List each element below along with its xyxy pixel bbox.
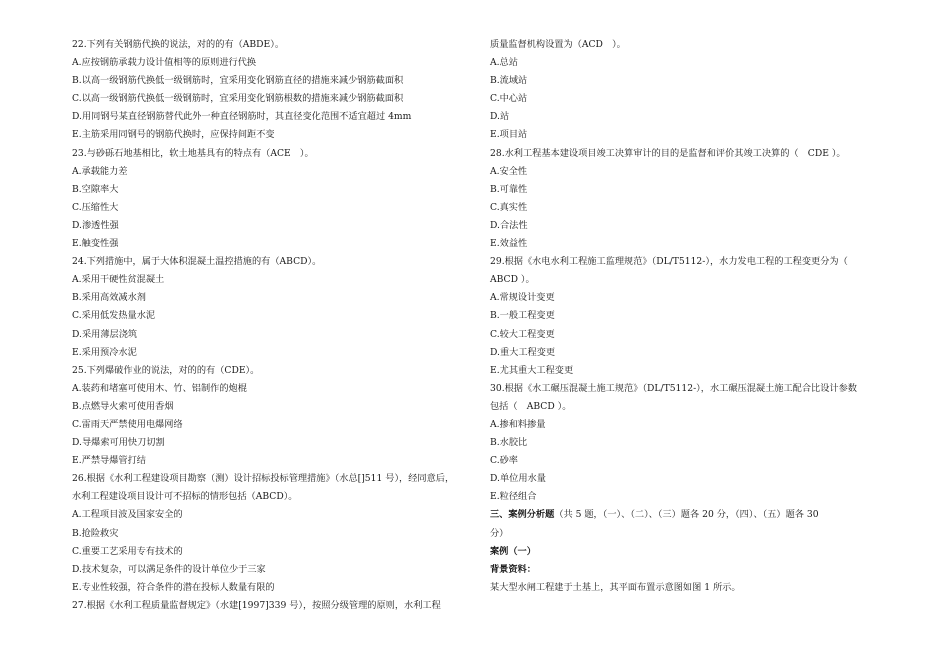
left-column-line: D.用同钢号某直径钢筋替代此外一种直径钢筋时，其直径变化范围不适宜超过 4mm <box>72 111 412 123</box>
left-column-line: C.重要工艺采用专有技术的 <box>72 545 183 557</box>
left-column-line: E.专业性较强，符合条件的潜在投标人数量有限的 <box>72 581 275 593</box>
left-column-line: C.雷雨天严禁使用电爆网络 <box>72 418 183 430</box>
section-heading-detail-cont: 分） <box>490 527 509 539</box>
left-column-line: A.工程项目波及国家安全的 <box>72 509 183 521</box>
left-column-line: B.采用高效减水剂 <box>72 292 146 304</box>
left-column-line: A.装药和堵塞可使用木、竹、铝制作的炮棍 <box>72 382 247 394</box>
right-column-line: C.砂率 <box>490 455 518 467</box>
left-column-line: A.采用干硬性贫混凝土 <box>72 274 165 286</box>
right-column-line: E.项目站 <box>490 129 528 141</box>
case-title: 案例（一） <box>490 545 536 557</box>
right-column-line: A.常规设计变更 <box>490 292 555 304</box>
left-column-line: E.严禁导爆管打结 <box>72 455 146 467</box>
left-column-line: D.技术复杂，可以满足条件的设计单位少于三家 <box>72 563 266 575</box>
left-column-line: A.承载能力差 <box>72 165 128 177</box>
left-column-line: 23.与砂砾石地基相比，软土地基具有的特点有（ACE ）。 <box>72 147 314 159</box>
right-column-line: A.掺和料掺量 <box>490 418 546 430</box>
right-column-line: ABCD ）。 <box>490 274 535 286</box>
right-column-line: D.合法性 <box>490 219 528 231</box>
right-column-line: 29.根据《水电水利工程施工监理规范》（DL/T5112-），水力发电工程的工程变更分为（ <box>490 256 848 268</box>
left-column-line: 26.根据《水利工程建设项目勘察（测）设计招标投标管理措施》（水总[]511 号），经同意后， <box>72 473 455 485</box>
right-column-line: C.较大工程变更 <box>490 328 555 340</box>
left-column-line: B.抢险救灾 <box>72 527 119 539</box>
right-column-line: D.重大工程变更 <box>490 346 556 358</box>
background-label: 背景资料： <box>490 563 536 575</box>
left-column-line: 24.下列措施中，属于大体积混凝土温控措施的有（ABCD）。 <box>72 256 322 268</box>
right-column-line: E.尤其重大工程变更 <box>490 364 574 376</box>
right-column-line: D.单位用水量 <box>490 473 546 485</box>
right-column-line: E.效益性 <box>490 238 528 250</box>
right-column-line: A.总站 <box>490 57 518 69</box>
left-column-line: C.压缩性大 <box>72 201 119 213</box>
right-column-line: B.流域站 <box>490 75 528 87</box>
right-column-line: B.水胶比 <box>490 437 528 449</box>
left-column-line: 水利工程建设项目设计可不招标的情形包括（ABCD）。 <box>72 491 298 503</box>
right-column-line: B.一般工程变更 <box>490 310 555 322</box>
right-column-line: 30.根据《水工碾压混凝土施工规范》（DL/T5112-），水工碾压混凝土施工配合比设计参数 <box>490 382 857 394</box>
section-heading-detail: （共 5 题，（一）、（二）、（三）题各 20 分，（四）、（五）题各 30 <box>554 509 819 521</box>
right-column <box>490 36 880 597</box>
left-column-line: D.渗透性强 <box>72 219 119 231</box>
left-column-line: C.采用低发热量水泥 <box>72 310 156 322</box>
left-column-line: E.触变性强 <box>72 238 119 250</box>
left-column-line: B.以高一级钢筋代换低一级钢筋时，宜采用变化钢筋直径的措施来减少钢筋截面积 <box>72 75 404 87</box>
left-column-line: D.采用薄层浇筑 <box>72 328 138 340</box>
right-column-line: E.粒径组合 <box>490 491 537 503</box>
right-column-line: A.安全性 <box>490 165 528 177</box>
right-column-line: B.可靠性 <box>490 183 528 195</box>
left-column-line: 25.下列爆破作业的说法，对的的有（CDE）。 <box>72 364 260 376</box>
left-column-line: E.主筋采用同钢号的钢筋代换时，应保持间距不变 <box>72 129 275 141</box>
left-column-line: E.采用预冷水泥 <box>72 346 137 358</box>
right-column-line: D.站 <box>490 111 510 123</box>
section-heading-title: 三、案例分析题 <box>490 509 555 521</box>
left-column <box>72 36 467 615</box>
right-column-line: C.中心站 <box>490 93 528 105</box>
left-column-line: 27.根据《水利工程质量监督规定》（水建[1997]339 号），按照分级管理的原则，水利工程 <box>72 599 441 611</box>
section-heading <box>490 506 880 524</box>
left-column-line: D.导爆索可用快刀切割 <box>72 437 165 449</box>
right-column-line: 包括（ ABCD ）。 <box>490 400 572 412</box>
background-text: 某大型水闸工程建于土基上，其平面布置示意图如图 1 所示。 <box>490 581 741 593</box>
left-column-line: A.应按钢筋承载力设计值相等的原则进行代换 <box>72 57 257 69</box>
left-column-line: 22.下列有关钢筋代换的说法，对的的有（ABDE）。 <box>72 39 285 50</box>
left-column-line: B.空隙率大 <box>72 183 119 195</box>
left-column-line: B.点燃导火索可使用香烟 <box>72 400 174 412</box>
left-column-line: C.以高一级钢筋代换低一级钢筋时，宜采用变化钢筋根数的措施来减少钢筋截面积 <box>72 93 404 105</box>
right-column-line: 质量监督机构设置为（ACD ）。 <box>490 39 626 50</box>
right-column-line: 28.水利工程基本建设项目竣工决算审计的目的是监督和评价其竣工决算的（ CDE ）。 <box>490 147 846 159</box>
right-column-line: C.真实性 <box>490 201 528 213</box>
